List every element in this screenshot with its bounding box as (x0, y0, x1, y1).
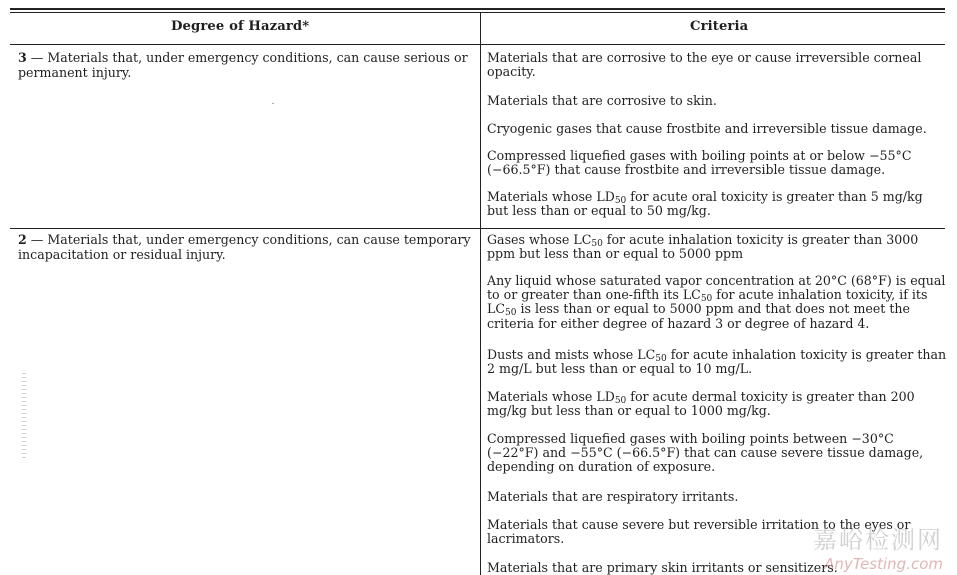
degree-number: 3 (18, 50, 27, 65)
criterion: Materials whose $LD_{50}$ for acute dermal toxicity is greater than 200 mg/kg but less than or equal to 1000 mg/kg. (487, 389, 915, 419)
header-rule (10, 44, 945, 45)
degree-2-cell (18, 233, 478, 262)
degree-3-cell (18, 51, 478, 80)
criterion: Materials that are corrosive to skin. (487, 93, 717, 108)
watermark-cn: 嘉峪检测网 (813, 526, 943, 554)
criterion: Cryogenic gases that cause frostbite and irreversible tissue damage. (487, 121, 927, 136)
column-divider (480, 12, 481, 575)
column-header-degree: Degree of Hazard* (171, 19, 310, 34)
watermark (813, 520, 943, 573)
criterion: Compressed liquefied gases with boiling points at or below −55°C (−66.5°F) that cause frostbite and irreversible tissue damage. (487, 148, 912, 178)
degree-number: 2 (18, 232, 27, 247)
scan-artifact (22, 373, 26, 458)
scan-speck (272, 103, 274, 104)
top-rule (10, 8, 945, 10)
criterion: Materials that are respiratory irritants. (487, 489, 739, 504)
criterion: Any liquid whose saturated vapor concentration at 20°C (68°F) is equal to or greater than one-fifth its $LC_{50}$ for acute inhalation toxicity, if its $LC_{50}$ is less than or equal to 5000 ppm and that does not meet the criteria for either degree of hazard 3 or degree of hazard 4. (487, 273, 946, 331)
criterion: Gases whose $LC_{50}$ for acute inhalation toxicity is greater than 3000 ppm but less than or equal to 5000 ppm (487, 232, 919, 262)
criterion: Materials that are primary skin irritants or sensitizers. (487, 560, 838, 575)
watermark-en: AnyTesting.com (824, 555, 943, 573)
criterion: Dusts and mists whose $LC_{50}$ for acute inhalation toxicity is greater than 2 mg/L but less than or equal to 10 mg/L. (487, 347, 947, 377)
criterion: Materials that cause severe but reversible irritation to the eyes or lacrimators. (487, 517, 911, 547)
row-separator (10, 228, 945, 229)
criterion: Compressed liquefied gases with boiling points between −30°C (−22°F) and −55°C (−66.5°F) that can cause severe tissue damage, depending on duration of exposure. (487, 431, 924, 475)
top-rule-thin (10, 12, 945, 13)
criterion: Materials that are corrosive to the eye or cause irreversible corneal opacity. (487, 50, 922, 80)
criterion: Materials whose $LD_{50}$ for acute oral toxicity is greater than 5 mg/kg but less than or equal to 50 mg/kg. (487, 189, 923, 219)
column-header-criteria: Criteria (690, 19, 749, 34)
degree-description: — Materials that, under emergency conditions, can cause serious or permanent injury. (18, 50, 468, 80)
degree-description: — Materials that, under emergency conditions, can cause temporary incapacitation or residual injury. (18, 232, 471, 262)
